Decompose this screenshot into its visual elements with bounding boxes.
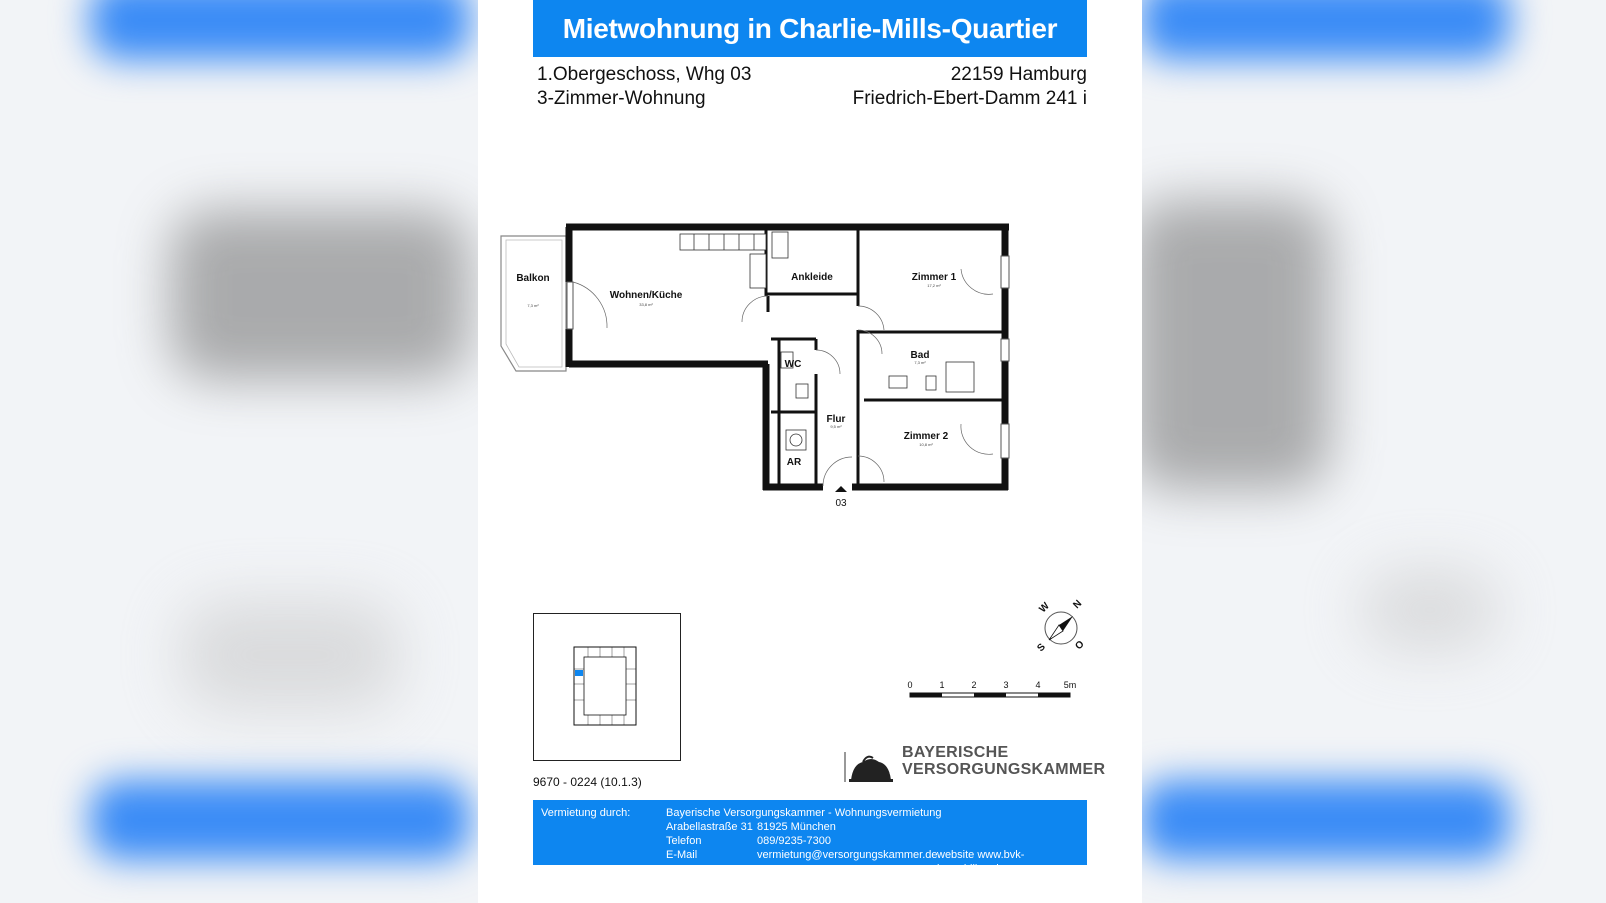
site-plan [533,613,681,761]
backdrop-blue-top-left [90,0,470,60]
kitchen-counter [680,232,788,288]
document-title: Mietwohnung in Charlie-Mills-Quartier [533,0,1087,57]
room-zimmer2: Zimmer 2 [903,431,949,442]
address-info [853,63,1087,111]
room-wc: WC [784,359,802,370]
compass-n: N [1071,598,1085,612]
room-ar: AR [786,457,802,468]
compass-s: S [1035,641,1048,655]
footer-email[interactable]: vermietung@versorgungskammer.de [757,849,938,861]
apartment-info [537,63,751,111]
contact-footer [533,800,1087,875]
floor-info: 1.Obergeschoss, Whg 03 [537,64,752,85]
site-plan-highlight [575,670,583,676]
bvk-logo [845,744,1106,784]
footer-right-column [757,820,938,862]
scale-5: 5m [1063,680,1077,690]
footer-label: Vermietung durch: [541,807,631,819]
floorplan-document [478,0,1142,903]
footer-phone: 089/9235-7300 [757,835,832,847]
footer-website[interactable]: website www.bvk-immobilien.de [937,849,1025,875]
bvk-logo-text [902,744,1105,778]
room-zimmer1: Zimmer 1 [911,272,957,283]
backdrop-compass-right [1360,570,1500,650]
address-city: 22159 Hamburg [950,64,1087,85]
room-zimmer2-area: 10,8 m² [919,442,933,447]
footer-email-label: E-Mail [666,849,698,861]
scale-bar [907,677,1095,707]
backdrop-plan-left [170,210,470,380]
footer-street: Arabellastraße 31 [666,821,753,833]
scale-4: 4 [1035,680,1041,690]
scale-1: 1 [939,680,945,690]
bvk-lion-emblem-icon [845,750,895,782]
scale-3: 3 [1003,680,1009,690]
compass-rose [1033,600,1089,656]
footer-telefon-label: Telefon [666,835,702,847]
entrance-marker [835,486,847,492]
compass-o: O [1073,638,1087,653]
backdrop-blue-bottom-left [90,780,470,860]
backdrop-blue-bottom-right [1140,780,1510,860]
scale-0: 0 [907,680,913,690]
room-balkon: Balkon [516,273,550,284]
room-zimmer1-area: 17,2 m² [927,283,941,288]
room-flur: Flur [826,414,846,425]
room-balkon-area: 7,3 m² [527,303,539,308]
floor-plan [496,224,1016,524]
logo-line2: VERSORGUNGSKAMMER [902,761,1106,778]
entrance-number: 03 [835,498,847,509]
apartment-type: 3-Zimmer-Wohnung [537,88,706,109]
reference-number: 9670 - 0224 (10.1.3) [533,775,642,789]
footer-city: 81925 München [757,821,836,833]
backdrop-site-left [180,600,400,710]
backdrop-blue-top-right [1140,0,1510,60]
backdrop-plan-right [1130,200,1330,490]
compass-w: W [1037,600,1052,616]
room-bad: Bad [910,350,930,361]
room-wohnen-area: 33,8 m² [639,302,653,307]
footer-company: Bayerische Versorgungskammer - Wohnungsvermietung [666,807,942,819]
address-street: Friedrich-Ebert-Damm 241 i [852,88,1087,109]
room-ankleide: Ankleide [791,272,833,283]
room-bad-area: 7,3 m² [914,360,926,365]
scale-2: 2 [971,680,977,690]
room-wohnen: Wohnen/Küche [609,290,683,301]
logo-line1: BAYERISCHE [902,744,1009,761]
room-flur-area: 9,5 m² [830,424,842,429]
